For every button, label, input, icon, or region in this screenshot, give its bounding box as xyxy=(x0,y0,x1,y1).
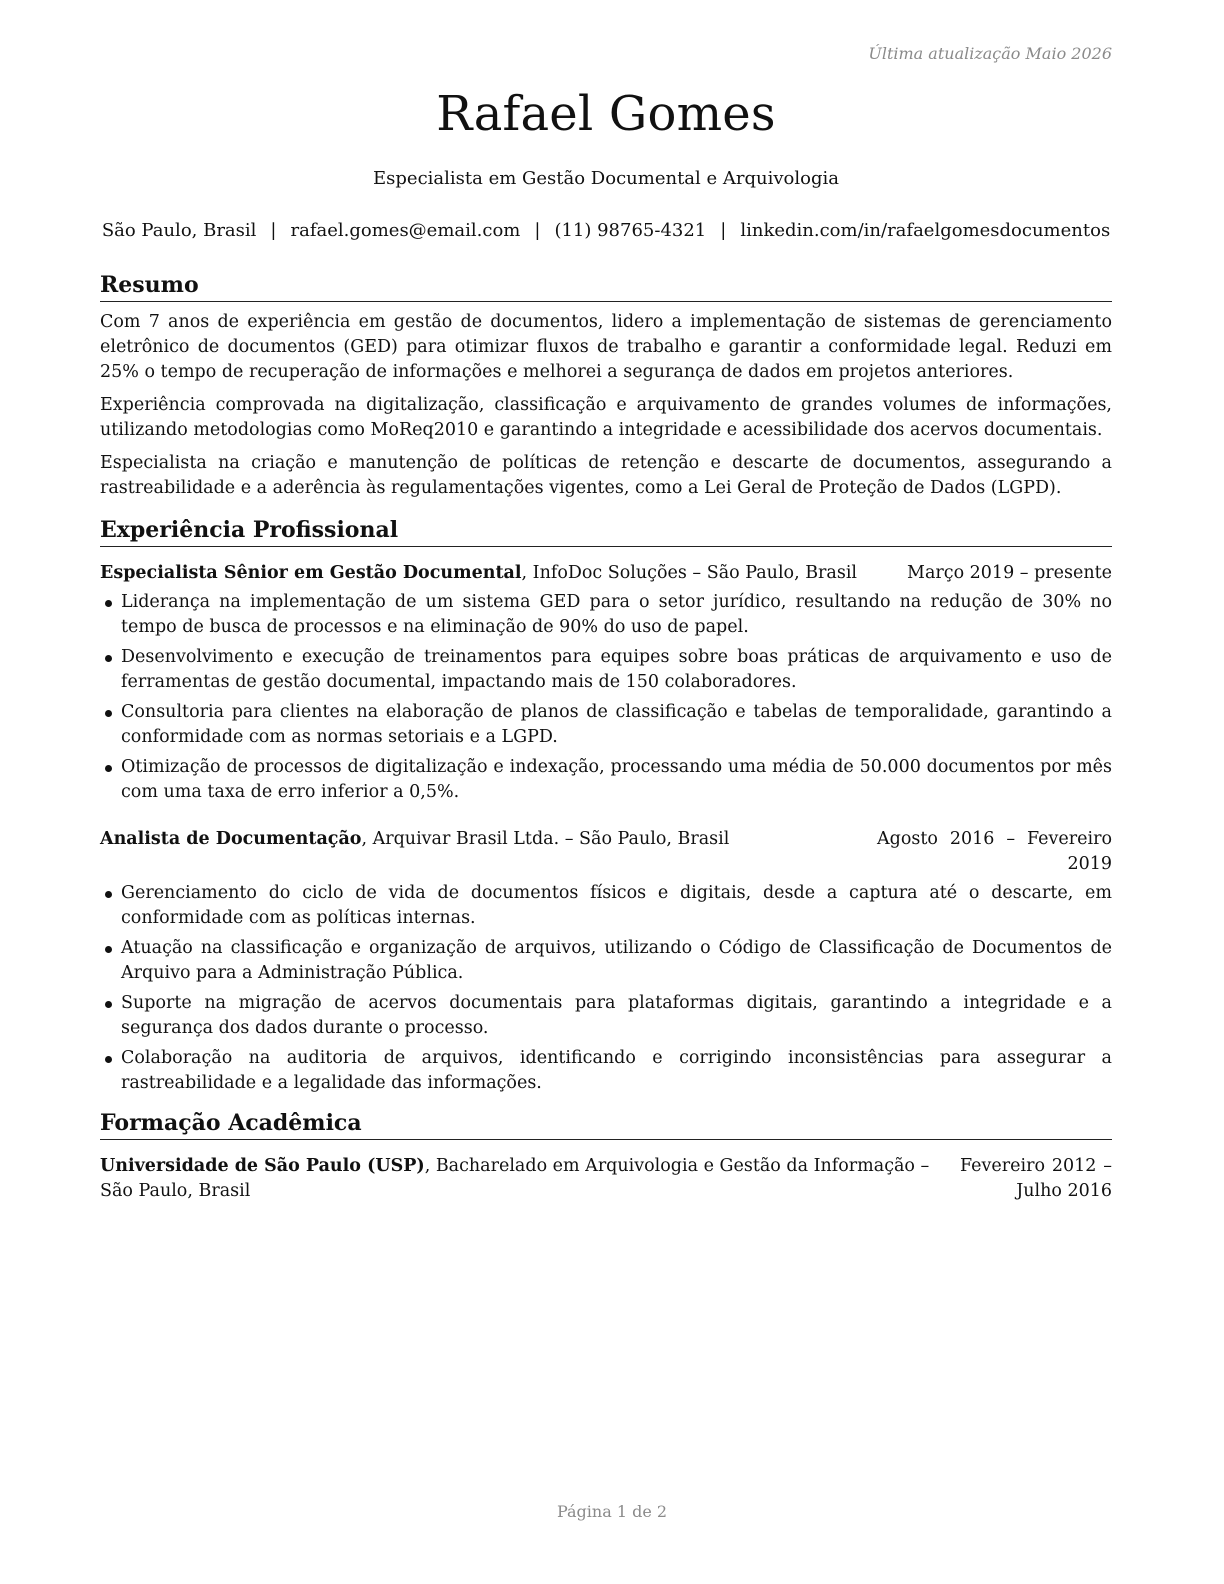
job-entry xyxy=(100,827,1112,1096)
contact-separator: | xyxy=(720,220,727,241)
education-institution: Universidade de São Paulo (USP) xyxy=(100,1156,425,1176)
contact-location: São Paulo, Brasil xyxy=(101,220,257,241)
list-item: Atuação na classificação e organização de arquivos, utilizando o Código de Classificação de Documentos de Arquivo para a Administração Pública. xyxy=(100,936,1112,986)
contact-separator: | xyxy=(270,220,277,241)
education-section xyxy=(100,1108,1112,1204)
list-item: Desenvolvimento e execução de treinamentos para equipes sobre boas práticas de arquivamento e uso de ferramentas de gestão documental, impactando mais de 150 colaboradores. xyxy=(100,645,1112,695)
job-company: , InfoDoc Soluções – São Paulo, Brasil xyxy=(521,563,858,583)
last-updated-note: Última atualização Maio 2026 xyxy=(868,44,1112,63)
contact-linkedin[interactable]: linkedin.com/in/rafaelgomesdocumentos xyxy=(740,220,1111,241)
job-title-line xyxy=(100,561,857,586)
section-title-summary: Resumo xyxy=(100,270,1112,302)
summary-section xyxy=(100,270,1112,501)
job-role: Especialista Sênior em Gestão Documental xyxy=(100,563,522,583)
list-item: Suporte na migração de acervos documentais para plataformas digitais, garantindo a integridade e a segurança dos dados durante o processo. xyxy=(100,991,1112,1041)
job-dates: Agosto 2016 – Fevereiro 2019 xyxy=(877,829,1112,874)
list-item: Liderança na implementação de um sistema GED para o setor jurídico, resultando na redução de 30% no tempo de busca de processos e na eliminação de 90% do uso de papel. xyxy=(100,590,1112,640)
job-dates: Março 2019 – presente xyxy=(907,563,1112,583)
experience-section xyxy=(100,515,1112,1096)
education-entry xyxy=(100,1154,1112,1204)
job-company: , Arquivar Brasil Ltda. – São Paulo, Brasil xyxy=(361,829,730,849)
page-number: Página 1 de 2 xyxy=(556,1502,668,1521)
job-header xyxy=(100,827,1112,877)
resume-page xyxy=(100,0,1112,1584)
job-role: Analista de Documentação xyxy=(100,829,362,849)
list-item: Colaboração na auditoria de arquivos, identificando e corrigindo inconsistências para assegurar a rastreabilidade e a legalidade das informações. xyxy=(100,1046,1112,1096)
section-title-experience: Experiência Profissional xyxy=(100,515,1112,547)
list-item: Consultoria para clientes na elaboração de planos de classificação e tabelas de temporalidade, garantindo a conformidade com as normas setoriais e a LGPD. xyxy=(100,700,1112,750)
contact-phone[interactable]: (11) 98765-4321 xyxy=(554,220,707,241)
list-item: Gerenciamento do ciclo de vida de documentos físicos e digitais, desde a captura até o descarte, em conformidade com as políticas internas. xyxy=(100,881,1112,931)
resume-content xyxy=(100,270,1112,1214)
list-item: Otimização de processos de digitalização e indexação, processando uma média de 50.000 documentos por mês com uma taxa de erro inferior a 0,5%. xyxy=(100,755,1112,805)
job-bullets xyxy=(100,590,1112,805)
job-bullets xyxy=(100,881,1112,1096)
education-title-line xyxy=(100,1154,960,1204)
contact-line xyxy=(0,220,1212,241)
section-title-education: Formação Acadêmica xyxy=(100,1108,1112,1140)
candidate-name: Rafael Gomes xyxy=(436,86,776,142)
job-title-line xyxy=(100,827,729,877)
contact-separator: | xyxy=(534,220,541,241)
job-entry xyxy=(100,561,1112,805)
summary-paragraph: Experiência comprovada na digitalização, classificação e arquivamento de grandes volumes de informações, utilizando metodologias como MoReq2010 e garantindo a integridade e acessibilidade dos acervos documentais. xyxy=(100,395,1112,440)
education-dates: Fevereiro 2012 – Julho 2016 xyxy=(960,1156,1112,1201)
summary-paragraph: Especialista na criação e manutenção de políticas de retenção e descarte de documentos, assegurando a rastreabilidade e a aderência às regulamentações vigentes, como a Lei Geral de Proteção de Dados (LGPD). xyxy=(100,453,1112,498)
education-degree: , Bacharelado em Arquivologia e Gestão da Informação – São Paulo, Brasil xyxy=(100,1156,930,1201)
candidate-headline: Especialista em Gestão Documental e Arquivologia xyxy=(373,168,839,189)
summary-paragraph: Com 7 anos de experiência em gestão de documentos, lidero a implementação de sistemas de gerenciamento eletrônico de documentos (GED) para otimizar fluxos de trabalho e garantir a conformidade legal. Reduzi em 25% o tempo de recuperação de informações e melhorei a segurança de dados em projetos anteriores. xyxy=(100,312,1112,382)
job-header xyxy=(100,561,1112,586)
contact-email[interactable]: rafael.gomes@email.com xyxy=(290,220,521,241)
